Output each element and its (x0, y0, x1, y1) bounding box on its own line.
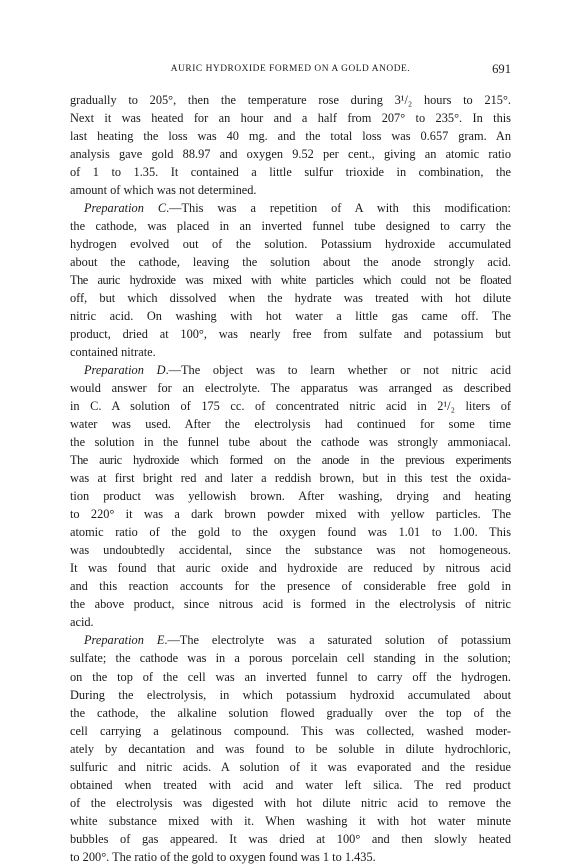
page-number: 691 (492, 62, 511, 76)
text-line: bubbles of gas appeared. It was dried at 100° and then slowly heated (70, 831, 511, 846)
text-line: in C. A solution of 175 cc. of concentrated nitric acid in 2¹/₂ liters of (70, 399, 511, 414)
body-text (70, 91, 511, 866)
text-line: the cathode, was placed in an inverted funnel tube designed to carry the (70, 219, 511, 234)
text-line: white substance mixed with it. When washing it with hot water minute (70, 813, 511, 828)
text-line: last heating the loss was 40 mg. and the total loss was 0.657 gram. An (70, 129, 511, 144)
text-line: The auric hydroxide was mixed with white particles which could not be floated (70, 273, 511, 288)
text-line: the cathode, the alkaline solution flowed gradually over the top of the (70, 705, 511, 720)
text-line: product, dried at 100°, was nearly free from sulfate and potassium but (70, 327, 511, 342)
text-line: the above product, since nitrous acid is formed in the electrolysis of nitric (70, 597, 511, 612)
paragraph-preparation-e-start: Preparation E.—The electrolyte was a saturated solution of potassium (84, 633, 511, 648)
text-line: to 200°. The ratio of the gold to oxygen found was 1 to 1.435. (70, 849, 376, 864)
text-line: of the electrolysis was digested with hot dilute nitric acid to remove the (70, 795, 511, 810)
text-line: ately by decantation and was found to be soluble in dilute hydrochloric, (70, 741, 511, 756)
text-line: hydrogen evolved out of the solution. Potassium hydroxide accumulated (70, 237, 511, 252)
text-line: was undoubtedly accidental, since the substance was not homogeneous. (70, 543, 511, 558)
text-line: Next it was heated for an hour and a half from 207° to 235°. In this (70, 111, 511, 126)
text-line: analysis gave gold 88.97 and oxygen 9.52 per cent., giving an atomic ratio (70, 147, 511, 162)
text-line: nitric acid. On washing with hot water a little gas came off. The (70, 309, 511, 324)
running-title: AURIC HYDROXIDE FORMED ON A GOLD ANODE. (170, 64, 411, 74)
text-line: The auric hydroxide which formed on the anode in the previous experiments (70, 453, 511, 468)
text-line: to 220° it was a dark brown powder mixed with yellow particles. The (70, 507, 511, 522)
preparation-label: Preparation E (84, 633, 165, 648)
text-line: amount of which was not determined. (70, 183, 257, 198)
running-head (70, 63, 511, 77)
text-line: tion product was yellowish brown. After washing, drying and heating (70, 489, 511, 504)
text-line: It was found that auric oxide and hydroxide are reduced by nitrous acid (70, 561, 511, 576)
text-line: contained nitrate. (70, 345, 156, 360)
text-line: water was used. After the electrolysis had continued for some time (70, 417, 511, 432)
text-line: acid. (70, 615, 94, 630)
paragraph-preparation-c-start: Preparation C.—This was a repetition of A with this modification: (84, 201, 511, 216)
paragraph-preparation-d-start: Preparation D.—The object was to learn whether or not nitric acid (84, 363, 511, 378)
text-line: During the electrolysis, in which potassium hydroxid accumulated about (70, 687, 511, 702)
text-line: atomic ratio of the gold to the oxygen found was 1.01 to 1.00. This (70, 525, 511, 540)
text-line: was at first bright red and later a reddish brown, but in this test the oxida- (70, 471, 511, 486)
text-line: cell carrying a gelatinous compound. This was collected, washed moder- (70, 723, 511, 738)
text-line: sulfuric and nitric acids. A solution of it was evaporated and the residue (70, 759, 511, 774)
text-line: gradually to 205°, then the temperature rose during 3¹/₂ hours to 215°. (70, 93, 511, 107)
text-line: obtained when treated with acid and water left silica. The red product (70, 777, 511, 792)
text-line: would answer for an electrolyte. The apparatus was arranged as described (70, 381, 511, 396)
text-line: of 1 to 1.35. It contained a little sulfur trioxide in combination, the (70, 165, 511, 180)
text-line: off, but which dissolved when the hydrate was treated with hot dilute (70, 291, 511, 306)
preparation-label: Preparation D (84, 363, 166, 378)
text-line: sulfate; the cathode was in a porous porcelain cell standing in the solution; (70, 651, 511, 666)
text-line: the solution in the funnel tube about the cathode was strongly ammoniacal. (70, 435, 511, 450)
text-line: about the cathode, leaving the solution about the anode strongly acid. (70, 255, 511, 270)
text-line: on the top of the cell was an inverted funnel to carry off the hydrogen. (70, 669, 511, 684)
preparation-label: Preparation C (84, 201, 167, 216)
text-line: and this reaction accounts for the presence of considerable free gold in (70, 579, 511, 594)
